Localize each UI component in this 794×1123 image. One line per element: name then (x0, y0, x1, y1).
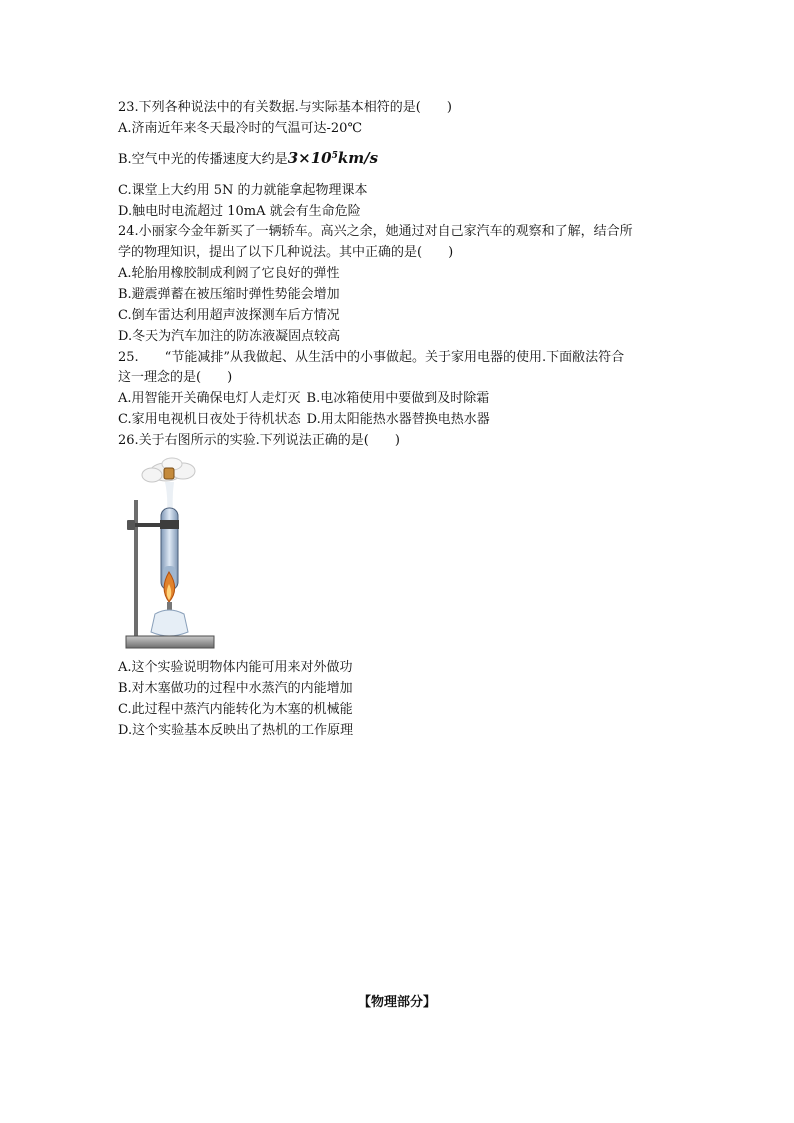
q24-option-d: D.冬天为汽车加注的防冻液凝固点较高 (118, 329, 341, 344)
q26-option-c: C.此过程中蒸汽内能转化为木塞的机械能 (118, 702, 353, 717)
q26-option-b: B.对木塞做功的过程中水蒸汽的内能增加 (118, 681, 353, 696)
q25-stem-line1: 25. “节能减排”从我做起、从生活中的小事做起。关于家用电器的使用.下面敝法符合 (118, 350, 625, 365)
section-footer: 【物理部分】 (357, 995, 436, 1010)
steam-cork-experiment-figure (118, 456, 220, 652)
q25-option-b: B.电冰箱使用中要做到及时除霜 (306, 391, 490, 406)
clamp-screw (127, 520, 135, 530)
q23-stem: 23.下列各种说法中的有关数据.与实际基本相符的是( ) (118, 100, 452, 115)
lamp-wick (167, 602, 172, 610)
q25-options-row1 (118, 391, 489, 407)
q24-option-a: A.轮胎用橡胶制成利阏了它良好的弹性 (118, 266, 340, 281)
q23-formula-base: 3×10 (287, 149, 332, 167)
q25-options-row2 (118, 412, 490, 428)
stand-base (126, 636, 214, 648)
q23-option-b (118, 150, 378, 168)
steam-column (165, 482, 174, 511)
q23-option-a: A.济南近年来冬天最冷时的气温可达-20℃ (118, 121, 362, 136)
q24-stem-line2: 学的物理知识，提出了以下几种说法。其中正确的是( ) (118, 245, 454, 260)
q25-option-a: A.用智能开关确保电灯人走灯灭 (118, 391, 301, 406)
q23-option-c: C.课堂上大约用 5N 的力就能拿起物理课本 (118, 183, 368, 198)
tube-clamp (160, 520, 179, 529)
q24-option-c: C.倒车雷达利用超声波探测车后方情况 (118, 308, 340, 323)
q23-formula-unit: km/s (337, 149, 379, 167)
cork-stopper (164, 468, 174, 479)
q26-option-d: D.这个实验基本反映出了热机的工作原理 (118, 723, 354, 738)
q26-stem: 26.关于右图所示的实验.下列说法正确的是( ) (118, 433, 400, 448)
q24-option-b: B.避震弹蓄在被压缩时弹性势能会增加 (118, 287, 340, 302)
q24-stem-line1: 24.小丽家今金年新买了一辆轿车。高兴之余，她通过对自己家汽车的观察和了解，结合所 (118, 224, 633, 239)
q26-option-a: A.这个实验说明物体内能可用来对外做功 (118, 660, 353, 675)
alcohol-lamp (151, 610, 188, 636)
q25-stem-line2: 这一理念的是( ) (118, 370, 233, 385)
q23-formula-exponent: 5 (331, 151, 338, 161)
q25-option-c: C.家用电视机日夜处于待机状态 (118, 412, 301, 427)
q23-option-b-text: B.空气中光的传播速度大约是 (118, 152, 288, 167)
q23-option-d: D.触电时电流超过 10mA 就会有生命危险 (118, 204, 361, 219)
q25-option-d: D.用太阳能热水器替换电热水器 (306, 412, 490, 427)
q23-speed-formula (288, 149, 378, 167)
